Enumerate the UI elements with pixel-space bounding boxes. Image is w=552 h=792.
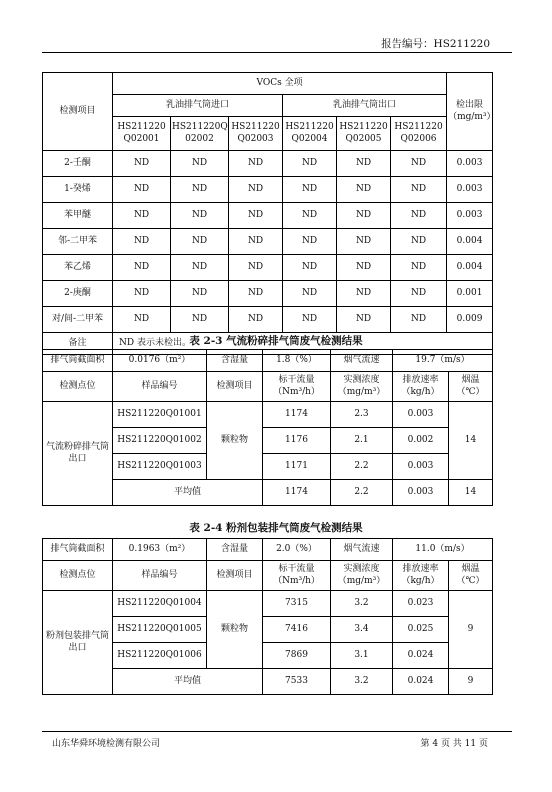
sample-id: HS211220Q01002 bbox=[113, 428, 207, 454]
flow-value: 7869 bbox=[263, 643, 331, 669]
flow-value: 1171 bbox=[263, 454, 331, 480]
compound-result: ND bbox=[229, 177, 283, 203]
compound-result: ND bbox=[113, 229, 171, 255]
compound-result: ND bbox=[391, 177, 447, 203]
flow-speed-label: 烟气流速 bbox=[331, 539, 393, 561]
header-flow: 标干流量（Nm³/h） bbox=[263, 372, 331, 402]
voc-sample-id: HS211220 Q02004 bbox=[283, 117, 337, 151]
compound-result: ND bbox=[229, 203, 283, 229]
voc-sample-id: HS211220 Q02006 bbox=[391, 117, 447, 151]
avg-temp: 9 bbox=[449, 669, 493, 695]
conc-value: 3.2 bbox=[331, 591, 393, 617]
voc-row bbox=[43, 203, 493, 229]
header-item: 检测项目 bbox=[207, 372, 263, 402]
table-2-4 bbox=[42, 538, 493, 695]
voc-table bbox=[42, 72, 496, 355]
flow-value: 1174 bbox=[263, 402, 331, 428]
header-divider bbox=[42, 52, 512, 53]
flow-value: 7315 bbox=[263, 591, 331, 617]
area-value: 0.1963（m²） bbox=[113, 539, 207, 561]
voc-sample-id: HS211220 Q02005 bbox=[337, 117, 391, 151]
compound-result: ND bbox=[229, 281, 283, 307]
compound-result: ND bbox=[171, 281, 229, 307]
compound-result: ND bbox=[283, 151, 337, 177]
sample-id: HS211220Q01006 bbox=[113, 643, 207, 669]
header-sample: 样品编号 bbox=[113, 561, 207, 591]
compound-result: ND bbox=[283, 229, 337, 255]
compound-result: ND bbox=[171, 203, 229, 229]
avg-flow: 1174 bbox=[263, 480, 331, 506]
detection-limit: 0.004 bbox=[447, 229, 493, 255]
header-rate: 排放速率（kg/h） bbox=[393, 561, 449, 591]
compound-result: ND bbox=[283, 203, 337, 229]
compound-name: 2-庚酮 bbox=[43, 281, 113, 307]
compound-result: ND bbox=[171, 255, 229, 281]
compound-name: 苯甲醚 bbox=[43, 203, 113, 229]
avg-temp: 14 bbox=[449, 480, 493, 506]
item-name: 颗粒物 bbox=[207, 591, 263, 669]
detection-limit: 0.009 bbox=[447, 307, 493, 333]
avg-rate: 0.003 bbox=[393, 480, 449, 506]
compound-name: 苯乙烯 bbox=[43, 255, 113, 281]
compound-result: ND bbox=[337, 255, 391, 281]
footer-page-number: 第 4 页 共 11 页 bbox=[420, 739, 488, 749]
compound-result: ND bbox=[229, 307, 283, 333]
detection-limit: 0.003 bbox=[447, 151, 493, 177]
conc-value: 3.4 bbox=[331, 617, 393, 643]
compound-result: ND bbox=[391, 229, 447, 255]
avg-conc: 2.2 bbox=[331, 480, 393, 506]
moisture-value: 1.8（%） bbox=[263, 350, 331, 372]
avg-rate: 0.024 bbox=[393, 669, 449, 695]
header-conc: 实测浓度（mg/m³） bbox=[331, 561, 393, 591]
voc-note-label: 备注 bbox=[43, 333, 113, 355]
flow-speed-label: 烟气流速 bbox=[331, 350, 393, 372]
conc-value: 2.3 bbox=[331, 402, 393, 428]
voc-row bbox=[43, 281, 493, 307]
header-point: 检测点位 bbox=[43, 561, 113, 591]
sample-id: HS211220Q01005 bbox=[113, 617, 207, 643]
detection-limit: 0.004 bbox=[447, 255, 493, 281]
compound-result: ND bbox=[283, 307, 337, 333]
header-rate: 排放速率（kg/h） bbox=[393, 372, 449, 402]
moisture-label: 含湿量 bbox=[207, 539, 263, 561]
compound-result: ND bbox=[113, 177, 171, 203]
table-2-3-title: 表 2-3 气流粉碎排气筒废气检测结果 bbox=[189, 335, 363, 347]
header-conc: 实测浓度（mg/m³） bbox=[331, 372, 393, 402]
avg-flow: 7533 bbox=[263, 669, 331, 695]
compound-name: 邻-二甲苯 bbox=[43, 229, 113, 255]
point-name: 气流粉碎排气筒出口 bbox=[43, 402, 113, 506]
compound-result: ND bbox=[171, 177, 229, 203]
compound-result: ND bbox=[171, 151, 229, 177]
compound-result: ND bbox=[229, 151, 283, 177]
compound-result: ND bbox=[229, 255, 283, 281]
header-temp: 烟温（℃） bbox=[449, 561, 493, 591]
average-label: 平均值 bbox=[113, 480, 263, 506]
compound-result: ND bbox=[171, 229, 229, 255]
compound-result: ND bbox=[391, 255, 447, 281]
average-label: 平均值 bbox=[113, 669, 263, 695]
voc-row bbox=[43, 151, 493, 177]
sample-id: HS211220Q01004 bbox=[113, 591, 207, 617]
moisture-label: 含湿量 bbox=[207, 350, 263, 372]
temp-value: 9 bbox=[449, 591, 493, 669]
voc-row bbox=[43, 229, 493, 255]
compound-result: ND bbox=[337, 203, 391, 229]
compound-result: ND bbox=[337, 281, 391, 307]
voc-group-label: VOCs 全项 bbox=[113, 73, 447, 95]
rate-value: 0.023 bbox=[393, 591, 449, 617]
compound-result: ND bbox=[283, 255, 337, 281]
header-flow: 标干流量（Nm³/h） bbox=[263, 561, 331, 591]
avg-conc: 3.2 bbox=[331, 669, 393, 695]
rate-value: 0.003 bbox=[393, 402, 449, 428]
detection-limit: 0.003 bbox=[447, 203, 493, 229]
compound-result: ND bbox=[337, 229, 391, 255]
flow-value: 1176 bbox=[263, 428, 331, 454]
rate-value: 0.003 bbox=[393, 454, 449, 480]
compound-result: ND bbox=[337, 151, 391, 177]
header-sample: 样品编号 bbox=[113, 372, 207, 402]
footer-divider bbox=[42, 731, 512, 732]
compound-result: ND bbox=[337, 177, 391, 203]
compound-result: ND bbox=[171, 307, 229, 333]
conc-value: 2.2 bbox=[331, 454, 393, 480]
table-2-4-title: 表 2-4 粉剂包装排气筒废气检测结果 bbox=[189, 522, 363, 534]
rate-value: 0.024 bbox=[393, 643, 449, 669]
temp-value: 14 bbox=[449, 402, 493, 480]
compound-result: ND bbox=[283, 177, 337, 203]
compound-name: 对/间-二甲苯 bbox=[43, 307, 113, 333]
detection-limit: 0.001 bbox=[447, 281, 493, 307]
compound-result: ND bbox=[391, 307, 447, 333]
compound-result: ND bbox=[113, 203, 171, 229]
sample-id: HS211220Q01003 bbox=[113, 454, 207, 480]
area-value: 0.0176（m²） bbox=[113, 350, 207, 372]
voc-inlet-label: 乳油排气筒进口 bbox=[113, 95, 283, 117]
compound-result: ND bbox=[113, 281, 171, 307]
point-name: 粉剂包装排气筒出口 bbox=[43, 591, 113, 695]
voc-sample-id: HS211220 Q02003 bbox=[229, 117, 283, 151]
conc-value: 3.1 bbox=[331, 643, 393, 669]
header-item: 检测项目 bbox=[207, 561, 263, 591]
compound-result: ND bbox=[113, 255, 171, 281]
compound-result: ND bbox=[113, 307, 171, 333]
compound-name: 2-壬酮 bbox=[43, 151, 113, 177]
compound-name: 1-癸烯 bbox=[43, 177, 113, 203]
item-name: 颗粒物 bbox=[207, 402, 263, 480]
sample-id: HS211220Q01001 bbox=[113, 402, 207, 428]
voc-row bbox=[43, 255, 493, 281]
flow-speed-value: 19.7（m/s） bbox=[393, 350, 493, 372]
voc-note-text: ND 表示未检出。 bbox=[113, 333, 493, 355]
rate-value: 0.025 bbox=[393, 617, 449, 643]
flow-value: 7416 bbox=[263, 617, 331, 643]
voc-row bbox=[43, 177, 493, 203]
compound-result: ND bbox=[337, 307, 391, 333]
voc-limit-header: 检出限（mg/m³） bbox=[447, 73, 493, 151]
conc-value: 2.1 bbox=[331, 428, 393, 454]
area-label: 排气筒截面积 bbox=[43, 350, 113, 372]
table-2-3 bbox=[42, 349, 493, 506]
rate-value: 0.002 bbox=[393, 428, 449, 454]
flow-speed-value: 11.0（m/s） bbox=[393, 539, 493, 561]
header-temp: 烟温（℃） bbox=[449, 372, 493, 402]
area-label: 排气筒截面积 bbox=[43, 539, 113, 561]
moisture-value: 2.0（%） bbox=[263, 539, 331, 561]
compound-result: ND bbox=[391, 281, 447, 307]
voc-outlet-label: 乳油排气筒出口 bbox=[283, 95, 447, 117]
report-number: 报告编号：HS211220 bbox=[381, 38, 490, 50]
compound-result: ND bbox=[283, 281, 337, 307]
voc-sample-id: HS211220Q 02002 bbox=[171, 117, 229, 151]
footer-company: 山东华舜环境检测有限公司 bbox=[52, 739, 161, 749]
compound-result: ND bbox=[391, 203, 447, 229]
compound-result: ND bbox=[229, 229, 283, 255]
compound-result: ND bbox=[113, 151, 171, 177]
header-point: 检测点位 bbox=[43, 372, 113, 402]
voc-col-item: 检测项目 bbox=[43, 73, 113, 151]
compound-result: ND bbox=[391, 151, 447, 177]
voc-sample-id: HS211220 Q02001 bbox=[113, 117, 171, 151]
detection-limit: 0.003 bbox=[447, 177, 493, 203]
voc-row bbox=[43, 307, 493, 333]
